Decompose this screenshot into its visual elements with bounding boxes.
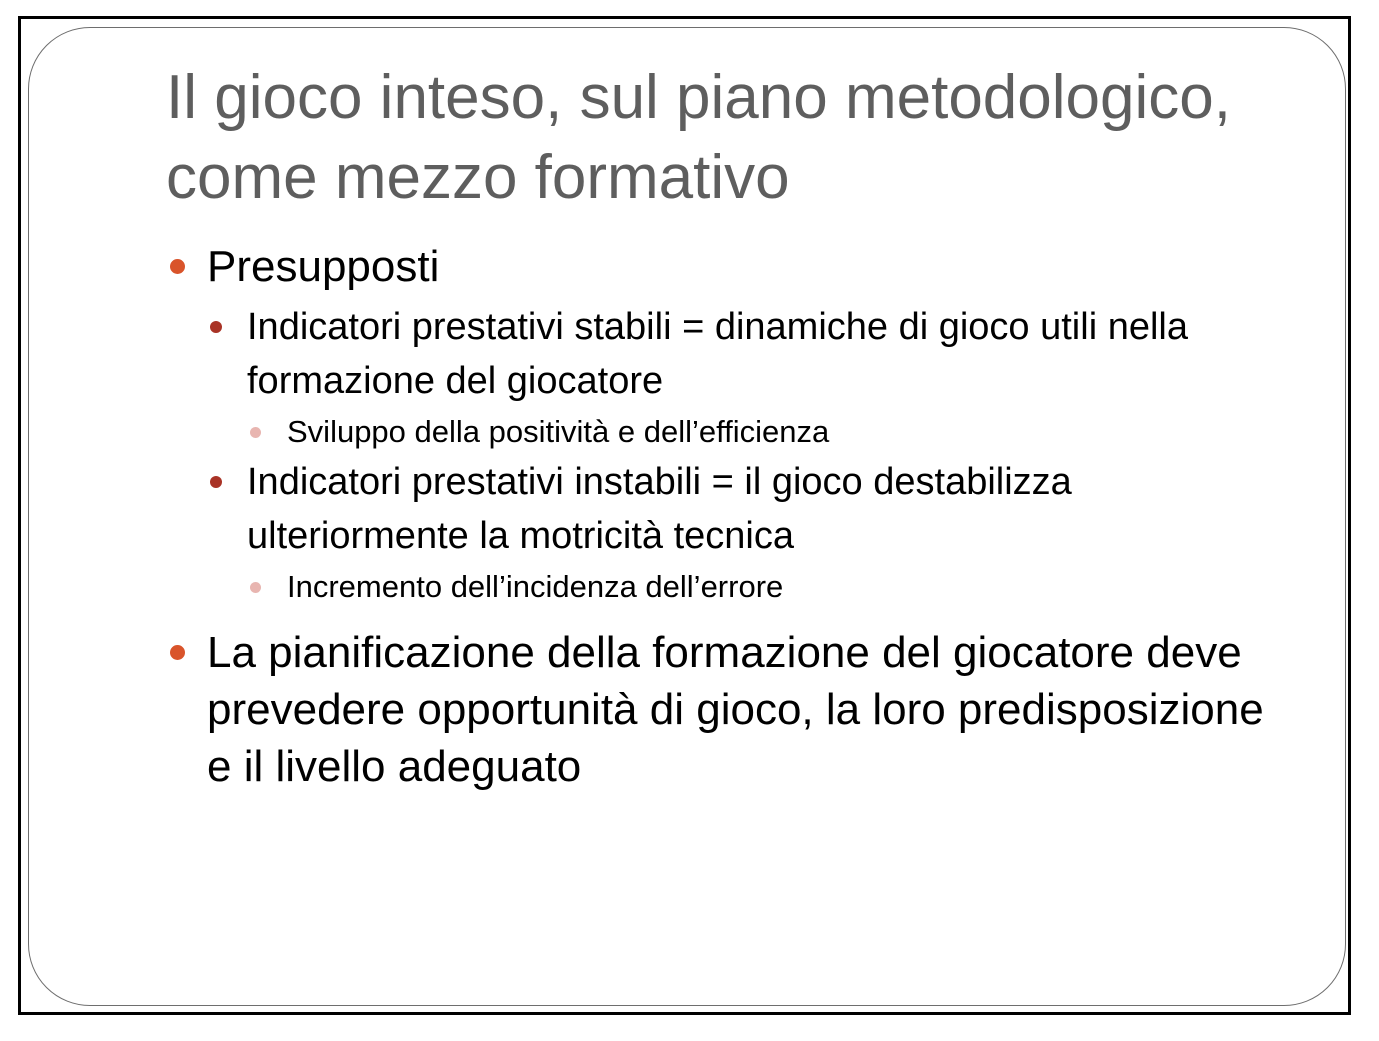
bullet-dot-icon [250, 427, 261, 438]
bullet-text: Presupposti [207, 242, 440, 291]
slide-title: Il gioco inteso, sul piano metodologico, come mezzo formativo [166, 63, 1231, 212]
bullet-presupposti [166, 238, 1276, 295]
bullet-pianificazione [166, 624, 1276, 795]
bullet-indicatori-stabili [206, 300, 1276, 408]
bullet-dot-icon [170, 259, 185, 274]
bullet-text: La pianificazione della formazione del giocatore deve prevedere opportunità di gioco, la loro predisposizione e il livello adeguato [207, 628, 1264, 791]
bullet-indicatori-instabili [206, 455, 1276, 563]
bullet-dot-icon [250, 582, 261, 593]
bullet-dot-icon [210, 321, 222, 333]
bullet-text: Sviluppo della positività e dell’efficienza [287, 414, 830, 449]
bullet-text: Indicatori prestativi instabili = il gioco destabilizza ulteriormente la motricità tecnica [247, 461, 1072, 557]
bullet-text: Indicatori prestativi stabili = dinamiche di gioco utili nella formazione del giocatore [247, 306, 1188, 402]
bullet-dot-icon [170, 645, 185, 660]
bullet-text: Incremento dell’incidenza dell’errore [287, 569, 784, 604]
bullet-dot-icon [210, 476, 222, 488]
bullet-incremento-errore [246, 567, 1276, 607]
bullet-sviluppo-positivita [246, 412, 1276, 452]
slide-body [166, 238, 1276, 795]
